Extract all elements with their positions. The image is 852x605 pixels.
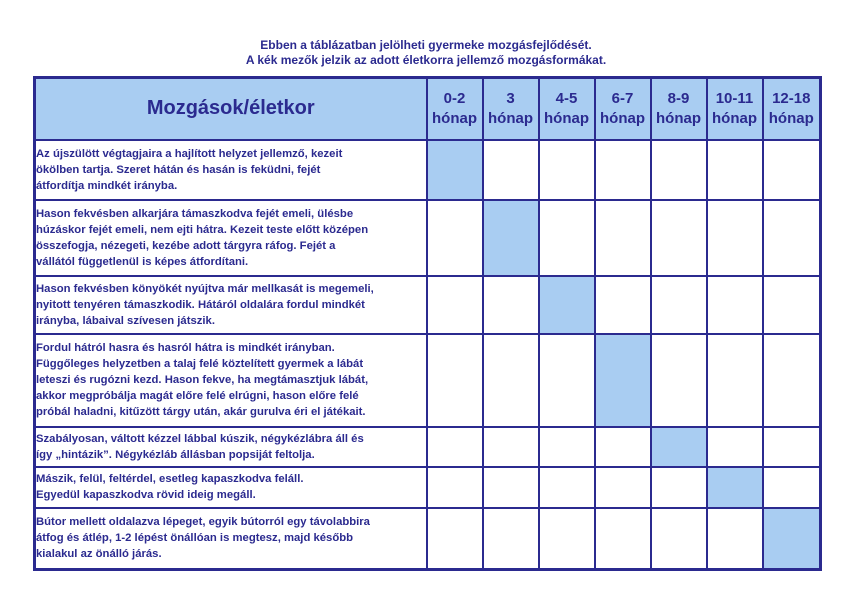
checkbox-cell[interactable] (763, 427, 821, 467)
checkbox-cell[interactable] (595, 140, 651, 200)
movement-description (35, 508, 427, 570)
checkbox-cell[interactable] (595, 508, 651, 570)
checkbox-cell[interactable] (707, 276, 763, 334)
header-title: Mozgások/életkor (35, 78, 427, 140)
age-header (427, 78, 483, 140)
description-line: Fordul hátról hasra és hasról hátra is mindkét irányban. (36, 342, 335, 354)
age-header (763, 78, 821, 140)
age-header (707, 78, 763, 140)
age-unit: hónap (656, 109, 701, 127)
description-line: átfog és átlép, 1-2 lépést önállóan is megtesz, majd később (36, 532, 354, 545)
checkbox-cell[interactable] (539, 334, 595, 427)
checkbox-cell[interactable] (707, 200, 763, 276)
highlighted-age-cell[interactable] (427, 140, 483, 200)
description-line: vállától függetlenül is képes átfordítani. (36, 255, 249, 268)
age-range: 6-7 (611, 89, 634, 107)
description-line: Hason fekvésben könyökét nyújtva már mellkasát is megemeli, (36, 282, 374, 295)
checkbox-cell[interactable] (651, 508, 707, 570)
table-row (35, 334, 821, 427)
highlighted-age-cell[interactable] (539, 276, 595, 334)
header-row (35, 78, 821, 140)
highlighted-age-cell[interactable] (651, 427, 707, 467)
movement-description (35, 276, 427, 334)
checkbox-cell[interactable] (595, 467, 651, 508)
description-line: irányba, lábaival szívesen játszik. (36, 314, 215, 327)
checkbox-cell[interactable] (763, 276, 821, 334)
age-header (539, 78, 595, 140)
description-line: ökölben tartja. Szeret hátán és hasán is feküdni, fejét (36, 163, 321, 176)
checkbox-cell[interactable] (763, 467, 821, 508)
age-unit: hónap (432, 109, 477, 127)
age-unit: hónap (544, 109, 589, 127)
highlighted-age-cell[interactable] (483, 200, 539, 276)
checkbox-cell[interactable] (539, 427, 595, 467)
description-line: Mászik, felül, feltérdel, esetleg kapaszkodva feláll. (36, 473, 304, 485)
movement-description (35, 140, 427, 200)
age-unit: hónap (768, 109, 814, 127)
description-line: így „hintázik”. Négykézláb állásban popsiját feltolja. (36, 448, 315, 461)
checkbox-cell[interactable] (651, 276, 707, 334)
checkbox-cell[interactable] (427, 334, 483, 427)
checkbox-cell[interactable] (595, 427, 651, 467)
description-line: Bútor mellett oldalazva lépeget, egyik bútorról egy távolabbira (36, 516, 370, 529)
checkbox-cell[interactable] (427, 467, 483, 508)
checkbox-cell[interactable] (707, 427, 763, 467)
checkbox-cell[interactable] (427, 508, 483, 570)
age-range: 12-18 (772, 89, 811, 107)
age-range: 4-5 (555, 89, 578, 107)
age-unit: hónap (600, 109, 645, 127)
table-row (35, 508, 821, 570)
highlighted-age-cell[interactable] (763, 508, 821, 570)
checkbox-cell[interactable] (483, 334, 539, 427)
description-line: összefogja, nézegeti, kezébe adott tárgyra ráfog. Fejét a (36, 239, 336, 252)
development-table (33, 76, 822, 571)
description-line: leteszi és rugózni kezd. Hason fekve, ha megtámasztjuk lábát, (36, 374, 369, 386)
checkbox-cell[interactable] (427, 427, 483, 467)
checkbox-cell[interactable] (483, 508, 539, 570)
checkbox-cell[interactable] (763, 140, 821, 200)
age-range: 10-11 (715, 89, 754, 107)
checkbox-cell[interactable] (539, 467, 595, 508)
checkbox-cell[interactable] (651, 140, 707, 200)
description-line: Szabályosan, váltott kézzel lábbal kúszik, négykézlábra áll és (36, 432, 364, 445)
checkbox-cell[interactable] (595, 200, 651, 276)
age-header (595, 78, 651, 140)
checkbox-cell[interactable] (539, 508, 595, 570)
age-range: 8-9 (667, 89, 690, 107)
age-unit: hónap (488, 109, 533, 127)
description-line: Hason fekvésben alkarjára támaszkodva fejét emeli, ülésbe (36, 207, 354, 220)
checkbox-cell[interactable] (763, 334, 821, 427)
description-line: próbál haladni, kitűzött tárgy után, akár gurulva éri el játékait. (36, 406, 366, 418)
table-row (35, 467, 821, 508)
checkbox-cell[interactable] (539, 200, 595, 276)
checkbox-cell[interactable] (427, 200, 483, 276)
description-line: Függőleges helyzetben a talaj felé köztelített gyermek a lábát (36, 358, 364, 370)
highlighted-age-cell[interactable] (595, 334, 651, 427)
movement-description (35, 467, 427, 508)
description-line: átfordítja mindkét irányba. (36, 179, 178, 192)
description-line: nyitott tenyéren támaszkodik. Hátáról oldalára fordul mindkét (36, 298, 365, 311)
checkbox-cell[interactable] (651, 467, 707, 508)
movement-description (35, 200, 427, 276)
highlighted-age-cell[interactable] (707, 467, 763, 508)
description-line: akkor megpróbálja magát előre felé elrúgni, hason előre felé (36, 390, 359, 402)
description-line: Egyedül kapaszkodva rövid ideig megáll. (36, 489, 256, 501)
age-range: 3 (506, 89, 515, 107)
checkbox-cell[interactable] (427, 276, 483, 334)
checkbox-cell[interactable] (483, 467, 539, 508)
intro-line-1: Ebben a táblázatban jelölheti gyermeke mozgásfejlődését. (260, 38, 592, 52)
checkbox-cell[interactable] (483, 140, 539, 200)
table-row (35, 140, 821, 200)
checkbox-cell[interactable] (651, 200, 707, 276)
intro-text (0, 38, 852, 68)
table-row (35, 200, 821, 276)
intro-line-2: A kék mezők jelzik az adott életkorra jellemző mozgásformákat. (245, 53, 607, 67)
checkbox-cell[interactable] (483, 427, 539, 467)
checkbox-cell[interactable] (651, 334, 707, 427)
checkbox-cell[interactable] (483, 276, 539, 334)
description-line: kialakul az önálló járás. (36, 548, 162, 561)
description-line: húzáskor fejét emeli, nem ejti hátra. Kezeit teste előtt középen (36, 223, 369, 236)
age-header (483, 78, 539, 140)
description-line: Az újszülött végtagjaira a hajlított helyzet jellemző, kezeit (36, 147, 343, 160)
movement-description (35, 334, 427, 427)
age-range: 0-2 (443, 89, 466, 107)
checkbox-cell[interactable] (707, 508, 763, 570)
checkbox-cell[interactable] (707, 334, 763, 427)
age-unit: hónap (712, 109, 757, 127)
checkbox-cell[interactable] (539, 140, 595, 200)
checkbox-cell[interactable] (595, 276, 651, 334)
checkbox-cell[interactable] (707, 140, 763, 200)
table-row (35, 427, 821, 467)
movement-description (35, 427, 427, 467)
checkbox-cell[interactable] (763, 200, 821, 276)
age-header (651, 78, 707, 140)
table-row (35, 276, 821, 334)
